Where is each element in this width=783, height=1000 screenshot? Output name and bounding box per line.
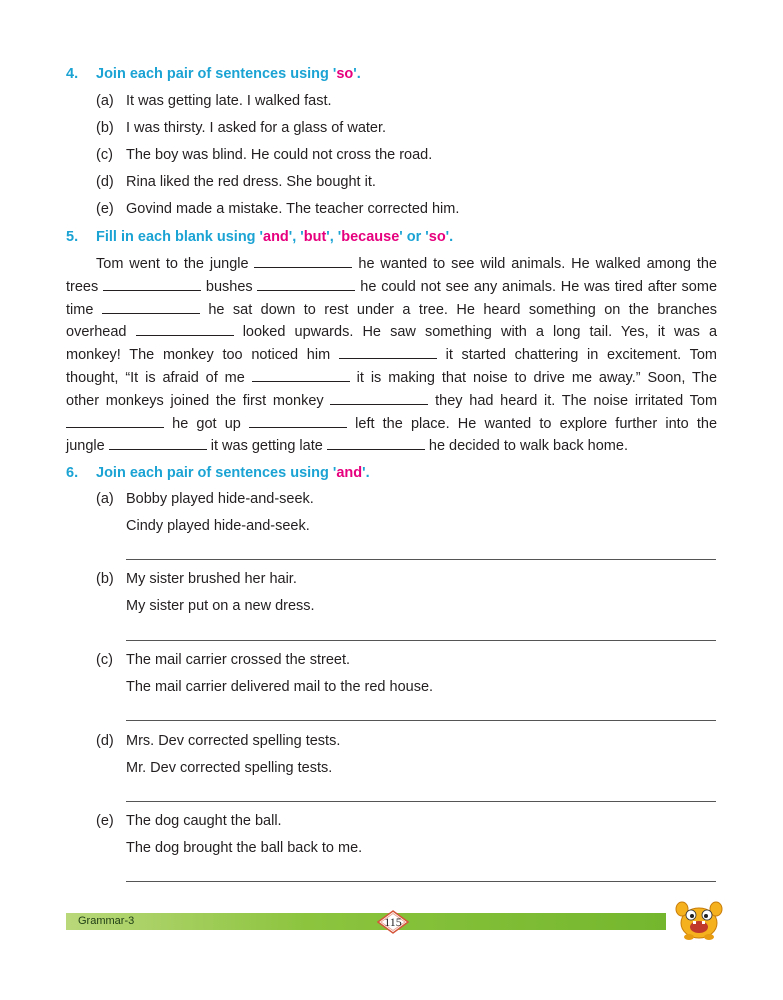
q4-item-b xyxy=(96,120,386,136)
blank-field[interactable] xyxy=(252,370,350,382)
passage-line xyxy=(66,390,717,413)
passage-text: it is making that noise to drive me away.” Soon, The xyxy=(356,369,718,386)
passage-text: bushes xyxy=(205,278,253,295)
passage-text: he decided to walk back home. xyxy=(428,438,628,455)
item-text: Govind made a mistake. The teacher corrected him. xyxy=(126,201,460,217)
item-label: (d) xyxy=(96,733,114,749)
heading-text: '. xyxy=(362,465,370,481)
footer-bar xyxy=(66,913,666,930)
q6-item-b xyxy=(96,571,297,587)
passage-line xyxy=(66,276,717,299)
blank-field[interactable] xyxy=(109,438,207,450)
item-label: (e) xyxy=(96,813,114,829)
question-5-heading xyxy=(66,229,453,245)
q4-item-e xyxy=(96,201,459,217)
answer-line[interactable] xyxy=(126,801,716,802)
passage-text: he wanted to see wild animals. He walked among the xyxy=(358,256,717,272)
passage-text: it started chattering in excitement. Tom xyxy=(445,347,717,364)
passage-text: he sat down to rest under a tree. He heard something on the branches xyxy=(208,301,718,318)
answer-line[interactable] xyxy=(126,720,716,721)
blank-field[interactable] xyxy=(257,279,355,291)
item-label: (b) xyxy=(96,571,114,587)
answer-line[interactable] xyxy=(126,559,716,560)
blank-field[interactable] xyxy=(327,438,425,450)
q6-item-a-line2: Cindy played hide-and-seek. xyxy=(126,518,310,534)
keyword: but xyxy=(303,229,327,245)
q6-item-c xyxy=(96,652,350,668)
passage-text: thought, “It is afraid of me xyxy=(66,369,245,386)
question-number: 6. xyxy=(66,465,79,481)
answer-line[interactable] xyxy=(126,640,716,641)
book-title: Grammar-3 xyxy=(78,915,135,927)
q4-item-d xyxy=(96,174,376,190)
item-label: (e) xyxy=(96,201,114,217)
heading-text: ' or ' xyxy=(399,229,429,245)
q4-item-c xyxy=(96,147,432,163)
q4-item-a xyxy=(96,93,332,109)
q6-item-d-line2: Mr. Dev corrected spelling tests. xyxy=(126,760,333,776)
keyword: and xyxy=(263,229,289,245)
q6-item-a xyxy=(96,491,314,507)
answer-line[interactable] xyxy=(126,881,716,882)
q6-item-e-line2: The dog brought the ball back to me. xyxy=(126,840,363,856)
heading-text: Join each pair of sentences using ' xyxy=(96,465,337,481)
heading-text: Fill in each blank using ' xyxy=(96,229,264,245)
item-text: The mail carrier crossed the street. xyxy=(126,652,351,668)
passage-text: they had heard it. The noise irritated Tom xyxy=(435,392,718,409)
passage-text: jungle xyxy=(66,438,105,455)
passage-line xyxy=(66,253,717,276)
q6-item-c-line2: The mail carrier delivered mail to the red house. xyxy=(126,679,434,695)
page-number-badge xyxy=(377,910,409,934)
passage-text: time xyxy=(66,301,94,318)
passage-line xyxy=(66,321,717,344)
blank-field[interactable] xyxy=(330,393,428,405)
blank-field[interactable] xyxy=(249,416,347,428)
blank-field[interactable] xyxy=(136,324,234,336)
passage-text: he got up xyxy=(172,415,241,432)
item-text: The dog caught the ball. xyxy=(126,813,282,829)
passage-text: he could not see any animals. He was tired after some xyxy=(360,278,718,295)
passage-text: overhead xyxy=(66,324,127,341)
fill-in-passage xyxy=(66,253,717,458)
item-label: (a) xyxy=(96,491,114,507)
q6-item-d xyxy=(96,733,340,749)
passage-text: looked upwards. He saw something with a long tail. Yes, it was a xyxy=(242,324,718,341)
monster-mascot-icon xyxy=(674,895,724,941)
passage-text: monkey! The monkey too noticed him xyxy=(66,347,331,364)
item-text: Rina liked the red dress. She bought it. xyxy=(126,174,376,190)
blank-field[interactable] xyxy=(66,416,164,428)
passage-line xyxy=(66,344,717,367)
keyword: because xyxy=(341,229,400,245)
blank-field[interactable] xyxy=(254,256,352,268)
blank-field[interactable] xyxy=(339,347,437,359)
passage-line xyxy=(66,435,717,458)
keyword: and xyxy=(336,465,363,481)
item-text: My sister brushed her hair. xyxy=(126,571,297,587)
question-4-heading xyxy=(66,66,361,82)
passage-line xyxy=(66,413,717,436)
keyword: so xyxy=(336,66,354,82)
passage-text: Tom went to the jungle xyxy=(96,256,249,272)
passage-text: trees xyxy=(66,278,99,295)
blank-field[interactable] xyxy=(103,279,201,291)
item-label: (c) xyxy=(96,652,113,668)
question-6-heading xyxy=(66,465,370,481)
item-text: Mrs. Dev corrected spelling tests. xyxy=(126,733,341,749)
item-text: It was getting late. I walked fast. xyxy=(126,93,332,109)
passage-text: left the place. He wanted to explore further into the xyxy=(355,415,718,432)
passage-line xyxy=(66,367,717,390)
item-label: (a) xyxy=(96,93,114,109)
q6-item-e xyxy=(96,813,282,829)
item-label: (d) xyxy=(96,174,114,190)
heading-text: ', ' xyxy=(288,229,304,245)
heading-text: ', ' xyxy=(326,229,342,245)
item-text: I was thirsty. I asked for a glass of water. xyxy=(126,120,387,136)
item-text: Bobby played hide-and-seek. xyxy=(126,491,314,507)
passage-text: it was getting late xyxy=(210,438,323,455)
item-label: (b) xyxy=(96,120,114,136)
heading-text: '. xyxy=(445,229,454,245)
heading-text: Join each pair of sentences using ' xyxy=(96,66,337,82)
page-number: 115 xyxy=(384,915,402,929)
item-label: (c) xyxy=(96,147,113,163)
blank-field[interactable] xyxy=(102,302,200,314)
passage-text: other monkeys joined the first monkey xyxy=(66,392,324,409)
keyword: so xyxy=(428,229,446,245)
q6-item-b-line2: My sister put on a new dress. xyxy=(126,598,315,614)
question-number: 4. xyxy=(66,66,79,82)
heading-text: '. xyxy=(353,66,361,82)
item-text: The boy was blind. He could not cross the road. xyxy=(126,147,433,163)
question-number: 5. xyxy=(66,229,79,245)
passage-line xyxy=(66,299,717,322)
